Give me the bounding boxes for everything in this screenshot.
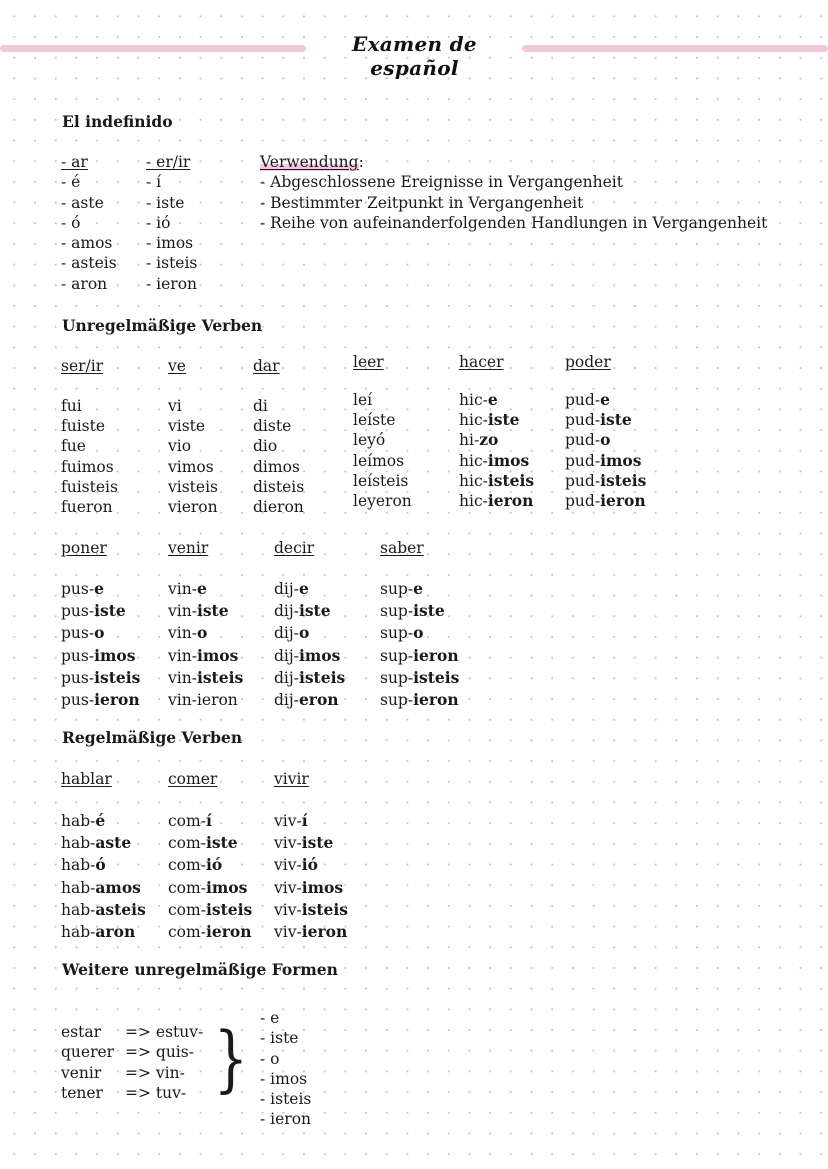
verb-form bbox=[168, 810, 252, 832]
verb-form bbox=[380, 622, 459, 644]
verb-form bbox=[61, 416, 118, 436]
further-verb: venir bbox=[61, 1063, 102, 1082]
further-ending: - iste bbox=[260, 1029, 299, 1048]
verb-form bbox=[253, 497, 304, 517]
verb-ending: asteis bbox=[95, 899, 146, 919]
verb-header-poder: poder bbox=[565, 353, 611, 371]
usage-colon: : bbox=[358, 153, 364, 171]
verb-ending: e bbox=[413, 579, 423, 598]
verb-form bbox=[253, 396, 304, 416]
verb-ending: ieron bbox=[600, 491, 646, 511]
verb-form bbox=[61, 689, 140, 711]
verb-form bbox=[168, 477, 218, 497]
further-endings-column bbox=[260, 1008, 311, 1130]
verb-stem: pus- bbox=[61, 646, 95, 665]
irregular-heading: Unregelmäßige Verben bbox=[62, 316, 263, 335]
verb-form bbox=[353, 471, 412, 491]
verb-stem: fuisteis bbox=[61, 477, 118, 496]
erir-ending: - isteis bbox=[146, 254, 198, 273]
verb-stem: dieron bbox=[253, 498, 304, 517]
verb-stem: viste bbox=[168, 417, 206, 436]
curly-brace-icon: } bbox=[213, 1016, 249, 1100]
verb-form bbox=[168, 457, 218, 477]
verb-stem: fueron bbox=[61, 498, 113, 517]
verb-stem: sup- bbox=[380, 624, 414, 643]
verb-stem: hic- bbox=[459, 471, 488, 490]
verb-ending: isteis bbox=[301, 899, 348, 919]
verb-stem: vin- bbox=[168, 580, 197, 598]
verb-stem: vi bbox=[168, 397, 182, 415]
verb-stem: vieron bbox=[168, 498, 218, 517]
verb-ending: ió bbox=[301, 855, 318, 875]
verb-stem: dij- bbox=[274, 624, 299, 643]
verb-ending: isteis bbox=[487, 470, 535, 490]
verb-stem: dimos bbox=[253, 457, 300, 476]
title-bar-left bbox=[0, 45, 306, 52]
verb-stem: leíste bbox=[353, 411, 396, 430]
verb-stem: hab- bbox=[61, 856, 96, 875]
verb-ending: amos bbox=[95, 877, 141, 897]
verb-stem: sup- bbox=[380, 668, 414, 687]
erir-header: - er/ir bbox=[146, 153, 191, 171]
verb-header-saber: saber bbox=[380, 539, 424, 557]
verb-stem: dij- bbox=[274, 580, 299, 598]
verb-form bbox=[380, 645, 459, 667]
verb-stem: pus- bbox=[61, 602, 95, 621]
verb-stem: hab- bbox=[61, 812, 96, 830]
verb-stem: pud- bbox=[565, 471, 601, 490]
verb-form bbox=[253, 457, 304, 477]
verb-forms-hacer bbox=[459, 390, 534, 511]
indefinido-heading: El indefinido bbox=[62, 112, 173, 131]
verb-ending: iste bbox=[413, 601, 445, 621]
verb-form bbox=[274, 832, 348, 854]
verb-ending: iste bbox=[94, 601, 126, 621]
verb-ending: e bbox=[196, 579, 207, 598]
verb-form bbox=[253, 477, 304, 497]
ar-ending: - é bbox=[61, 173, 81, 192]
verb-ending: e bbox=[94, 579, 104, 598]
usage-item: - Reihe von aufeinanderfolgenden Handlungen in Vergangenheit bbox=[260, 213, 768, 232]
verb-stem: pus- bbox=[61, 624, 95, 643]
verb-forms-venir bbox=[168, 578, 243, 711]
usage-column bbox=[260, 152, 767, 233]
verb-form bbox=[253, 436, 304, 456]
verb-ending: eron bbox=[298, 690, 339, 710]
verb-ending: ieron bbox=[413, 690, 459, 710]
verb-ending: ió bbox=[205, 855, 223, 875]
verb-header-leer: leer bbox=[353, 353, 384, 371]
verb-forms-saber bbox=[380, 578, 459, 711]
verb-form bbox=[353, 491, 412, 511]
verb-stem: viv- bbox=[274, 878, 302, 897]
verb-form bbox=[565, 410, 646, 430]
verb-forms-dar bbox=[253, 396, 304, 517]
verb-stem: vio bbox=[168, 437, 192, 456]
verb-form bbox=[168, 899, 252, 921]
verb-forms-ser-ir bbox=[61, 396, 118, 517]
verb-stem: com- bbox=[168, 900, 206, 919]
verb-stem: vin- bbox=[168, 646, 197, 665]
verb-stem: viv- bbox=[274, 834, 302, 853]
verb-stem: dio bbox=[253, 437, 278, 456]
verb-stem: disteis bbox=[253, 477, 305, 496]
verb-ending: imos bbox=[196, 645, 239, 665]
verb-stem: hic- bbox=[459, 451, 488, 470]
further-ending: - e bbox=[260, 1009, 280, 1027]
ar-ending: - ó bbox=[61, 213, 81, 232]
verb-form bbox=[380, 689, 459, 711]
erir-ending: - ió bbox=[146, 213, 171, 232]
further-stems-column bbox=[125, 1022, 203, 1103]
verb-ending: ieron bbox=[301, 922, 348, 942]
verb-stem: sup- bbox=[380, 580, 414, 598]
verb-form bbox=[274, 622, 345, 644]
ar-ending: - amos bbox=[61, 234, 113, 253]
further-ending: - o bbox=[260, 1049, 280, 1068]
verb-form bbox=[253, 416, 304, 436]
verb-form bbox=[168, 645, 243, 667]
verb-forms-decir bbox=[274, 578, 345, 711]
verb-form bbox=[459, 491, 534, 511]
verb-form bbox=[274, 921, 348, 943]
verb-ending: iste bbox=[301, 833, 334, 853]
further-stem: => vin- bbox=[125, 1063, 185, 1082]
verb-form bbox=[353, 430, 412, 450]
verb-form bbox=[274, 689, 345, 711]
verb-stem: hic- bbox=[459, 411, 488, 430]
erir-ending: - ieron bbox=[146, 274, 198, 293]
verb-stem: sup- bbox=[380, 646, 414, 665]
verb-stem: hab- bbox=[61, 923, 96, 942]
verb-stem: hab- bbox=[61, 900, 96, 919]
verb-ending: ieron bbox=[487, 491, 534, 511]
verb-stem: dij- bbox=[274, 691, 299, 710]
erir-ending: - iste bbox=[146, 193, 185, 212]
verb-stem: vimos bbox=[168, 457, 214, 476]
verb-ending: e bbox=[487, 390, 498, 409]
verb-ending: í bbox=[301, 811, 308, 830]
erir-ending: - í bbox=[146, 173, 162, 192]
ar-ending: - aste bbox=[61, 193, 104, 212]
verb-form bbox=[565, 430, 646, 450]
verb-ending: isteis bbox=[94, 667, 141, 687]
verb-form bbox=[274, 578, 345, 600]
verb-ending: iste bbox=[196, 601, 229, 621]
verb-form bbox=[61, 600, 140, 622]
verb-form bbox=[168, 832, 252, 854]
verb-stem: com- bbox=[168, 923, 206, 942]
verb-form bbox=[61, 645, 140, 667]
verb-form bbox=[61, 457, 118, 477]
verb-form bbox=[168, 396, 218, 416]
erir-ending: - imos bbox=[146, 234, 194, 253]
verb-stem: di bbox=[253, 397, 268, 415]
verb-ending: iste bbox=[205, 833, 238, 853]
further-ending: - imos bbox=[260, 1069, 308, 1088]
further-verbs-column bbox=[61, 1022, 114, 1103]
verb-form bbox=[61, 810, 146, 832]
verb-form bbox=[61, 396, 118, 416]
verb-form bbox=[353, 410, 412, 430]
verb-stem: sup- bbox=[380, 602, 414, 621]
verb-forms-poner bbox=[61, 578, 140, 711]
verb-form bbox=[61, 899, 146, 921]
usage-item: - Bestimmter Zeitpunkt in Vergangenheit bbox=[260, 193, 584, 212]
verb-ending: ó bbox=[95, 855, 106, 875]
verb-ending: ieron bbox=[205, 922, 252, 942]
verb-ending: zo bbox=[479, 430, 499, 450]
verb-form bbox=[168, 622, 243, 644]
verb-form bbox=[168, 921, 252, 943]
further-ending: - isteis bbox=[260, 1090, 312, 1109]
verb-stem: sup- bbox=[380, 691, 414, 710]
verb-ending: í bbox=[205, 811, 212, 830]
verb-stem: hic- bbox=[459, 391, 488, 409]
verb-stem: pud- bbox=[565, 492, 601, 511]
verb-form bbox=[565, 471, 646, 491]
verb-header-ser-ir: ser/ir bbox=[61, 357, 104, 375]
ar-endings-column bbox=[61, 152, 117, 294]
verb-form bbox=[380, 667, 459, 689]
verb-form bbox=[168, 578, 243, 600]
verb-stem: fuiste bbox=[61, 417, 106, 436]
verb-form bbox=[459, 451, 534, 471]
verb-form bbox=[61, 921, 146, 943]
verb-ending: aste bbox=[95, 833, 132, 853]
verb-form bbox=[168, 600, 243, 622]
verb-stem: leyó bbox=[353, 431, 386, 450]
regular-heading: Regelmäßige Verben bbox=[62, 728, 243, 747]
verb-ending: ieron bbox=[413, 645, 459, 665]
verb-stem: leí bbox=[353, 391, 373, 409]
further-verb: tener bbox=[61, 1083, 103, 1102]
verb-form bbox=[168, 497, 218, 517]
verb-ending: o bbox=[298, 623, 310, 643]
verb-form bbox=[274, 645, 345, 667]
verb-stem: pud- bbox=[565, 411, 601, 430]
verb-stem: pud- bbox=[565, 451, 601, 470]
verb-stem: vin-ieron bbox=[168, 691, 238, 710]
verb-stem: viv- bbox=[274, 856, 302, 875]
verb-ending: aron bbox=[95, 922, 136, 942]
verb-ending: imos bbox=[487, 450, 530, 470]
further-verb: estar bbox=[61, 1023, 102, 1041]
verb-form bbox=[61, 877, 146, 899]
verb-stem: pus- bbox=[61, 691, 95, 710]
verb-ending: isteis bbox=[205, 899, 253, 919]
verb-stem: dij- bbox=[274, 668, 299, 687]
verb-forms-poder bbox=[565, 390, 646, 511]
ar-header: - ar bbox=[61, 153, 88, 171]
usage-item: - Abgeschlossene Ereignisse in Vergangenheit bbox=[260, 173, 623, 192]
verb-form bbox=[459, 410, 534, 430]
verb-form bbox=[168, 416, 218, 436]
verb-form bbox=[353, 390, 412, 410]
verb-ending: imos bbox=[298, 645, 341, 665]
verb-form bbox=[274, 810, 348, 832]
further-stem: => tuv- bbox=[125, 1083, 187, 1102]
title-bar-right bbox=[522, 45, 828, 52]
verb-ending: ieron bbox=[94, 690, 140, 710]
verb-form bbox=[459, 390, 534, 410]
verb-form bbox=[353, 451, 412, 471]
verb-form bbox=[61, 436, 118, 456]
verb-form bbox=[274, 899, 348, 921]
verb-form bbox=[380, 578, 459, 600]
usage-title-line bbox=[260, 152, 767, 172]
verb-header-comer: comer bbox=[168, 770, 218, 788]
verb-stem: com- bbox=[168, 812, 206, 830]
verb-stem: com- bbox=[168, 856, 206, 875]
verb-form bbox=[168, 689, 243, 711]
page-title: Examen de español bbox=[352, 32, 477, 80]
verb-ending: iste bbox=[298, 601, 331, 621]
verb-form bbox=[274, 600, 345, 622]
verb-ending: iste bbox=[600, 410, 632, 430]
verb-stem: fui bbox=[61, 397, 82, 415]
verb-stem: viv- bbox=[274, 812, 302, 830]
verb-stem: com- bbox=[168, 878, 206, 897]
verb-stem: dij- bbox=[274, 602, 299, 621]
verb-form bbox=[274, 854, 348, 876]
further-heading: Weitere unregelmäßige Formen bbox=[62, 960, 338, 979]
verb-header-decir: decir bbox=[274, 539, 315, 557]
verb-ending: o bbox=[600, 430, 611, 450]
verb-form bbox=[459, 471, 534, 491]
verb-ending: o bbox=[196, 623, 208, 643]
verb-form bbox=[61, 497, 118, 517]
verb-stem: leyeron bbox=[353, 492, 412, 511]
verb-form bbox=[565, 390, 646, 410]
verb-ending: iste bbox=[487, 410, 520, 430]
verb-stem: viv- bbox=[274, 900, 302, 919]
verb-stem: pud- bbox=[565, 431, 601, 450]
verb-header-dar: dar bbox=[253, 357, 280, 375]
verb-stem: vin- bbox=[168, 624, 197, 643]
verb-stem: diste bbox=[253, 417, 292, 436]
further-stem: => estuv- bbox=[125, 1023, 204, 1041]
further-ending: - ieron bbox=[260, 1110, 312, 1129]
verb-header-poner: poner bbox=[61, 539, 107, 557]
verb-ending: o bbox=[413, 623, 424, 643]
verb-stem: hab- bbox=[61, 878, 96, 897]
ar-ending: - aron bbox=[61, 274, 108, 293]
usage-title: Verwendung bbox=[260, 153, 359, 171]
verb-ending: e bbox=[298, 579, 309, 598]
verb-form bbox=[168, 854, 252, 876]
verb-ending: é bbox=[95, 811, 106, 830]
verb-stem: visteis bbox=[168, 477, 218, 496]
verb-form bbox=[168, 436, 218, 456]
verb-stem: hi- bbox=[459, 431, 480, 450]
verb-ending: e bbox=[600, 390, 610, 409]
verb-stem: pus- bbox=[61, 668, 95, 687]
ar-ending: - asteis bbox=[61, 254, 117, 273]
verb-stem: pus- bbox=[61, 580, 95, 598]
verb-stem: vin- bbox=[168, 668, 197, 687]
verb-form bbox=[61, 578, 140, 600]
verb-form bbox=[274, 877, 348, 899]
verb-stem: fue bbox=[61, 437, 86, 456]
verb-ending: isteis bbox=[600, 470, 647, 490]
usage-list bbox=[260, 172, 767, 233]
verb-form bbox=[168, 877, 252, 899]
verb-forms-ve bbox=[168, 396, 218, 517]
verb-header-venir: venir bbox=[168, 539, 209, 557]
verb-ending: isteis bbox=[298, 667, 346, 687]
verb-ending: imos bbox=[600, 450, 642, 470]
further-verb: querer bbox=[61, 1043, 115, 1062]
verb-ending: isteis bbox=[196, 667, 244, 687]
verb-ending: o bbox=[94, 623, 105, 643]
erir-endings-list bbox=[146, 172, 197, 294]
erir-endings-column bbox=[146, 152, 197, 294]
verb-forms-leer bbox=[353, 390, 412, 511]
verb-form bbox=[61, 832, 146, 854]
verb-form bbox=[565, 451, 646, 471]
verb-form bbox=[459, 430, 534, 450]
verb-stem: leísteis bbox=[353, 471, 409, 490]
verb-stem: pud- bbox=[565, 391, 601, 409]
verb-ending: imos bbox=[205, 877, 248, 897]
verb-form bbox=[274, 667, 345, 689]
verb-stem: hab- bbox=[61, 834, 96, 853]
verb-header-hablar: hablar bbox=[61, 770, 112, 788]
verb-ending: imos bbox=[94, 645, 136, 665]
verb-stem: vin- bbox=[168, 602, 197, 621]
verb-ending: imos bbox=[301, 877, 344, 897]
verb-header-hacer: hacer bbox=[459, 353, 504, 371]
verb-stem: dij- bbox=[274, 646, 299, 665]
verb-forms-comer bbox=[168, 810, 252, 943]
verb-stem: fuimos bbox=[61, 457, 114, 476]
verb-stem: com- bbox=[168, 834, 206, 853]
verb-ending: isteis bbox=[413, 667, 460, 687]
ar-endings-list bbox=[61, 172, 117, 294]
verb-form bbox=[168, 667, 243, 689]
verb-stem: viv- bbox=[274, 923, 302, 942]
further-stem: => quis- bbox=[125, 1043, 194, 1062]
verb-form bbox=[61, 854, 146, 876]
verb-forms-hablar bbox=[61, 810, 146, 943]
verb-form bbox=[380, 600, 459, 622]
verb-form bbox=[61, 477, 118, 497]
verb-forms-vivir bbox=[274, 810, 348, 943]
verb-header-vivir: vivir bbox=[274, 770, 309, 788]
verb-form bbox=[61, 622, 140, 644]
verb-stem: hic- bbox=[459, 492, 488, 511]
verb-header-ve: ve bbox=[168, 357, 186, 375]
verb-stem: leímos bbox=[353, 451, 405, 470]
verb-form bbox=[565, 491, 646, 511]
verb-form bbox=[61, 667, 140, 689]
